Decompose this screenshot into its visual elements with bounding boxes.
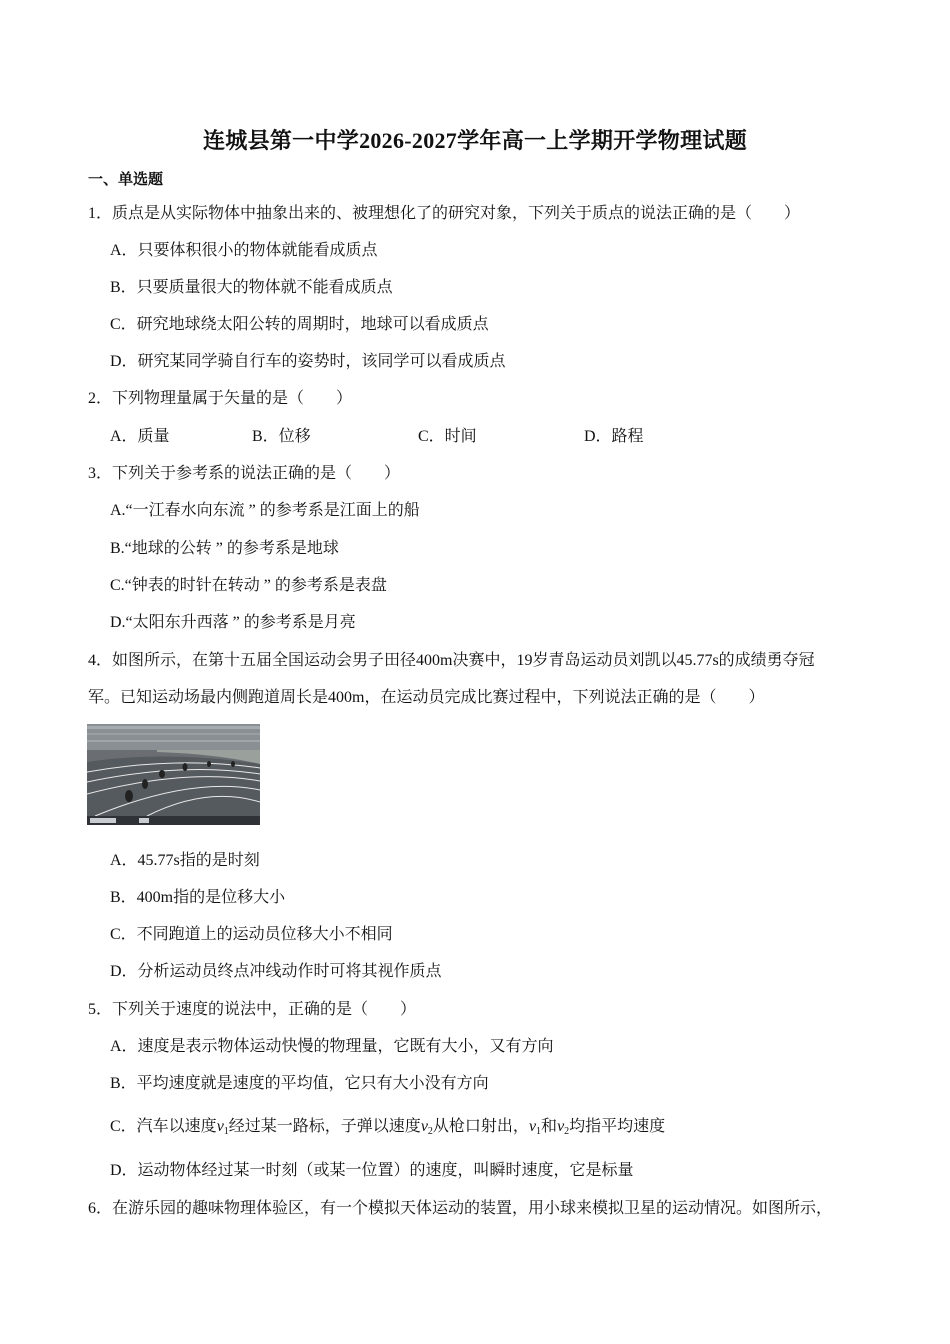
velocity-symbol-3: v — [528, 1118, 537, 1135]
question-6-stem: 6．在游乐园的趣味物理体验区，有一个模拟天体运动的装置，用小球来模拟卫星的运动情况。如图所示， — [88, 1200, 833, 1217]
question-2-option-d: D．路程 — [584, 428, 644, 445]
velocity-symbol-4: v — [557, 1118, 565, 1135]
question-3-option-a: A.“一江春水向东流 ” 的参考系是江面上的船 — [110, 502, 420, 519]
question-1-option-a: A．只要体积很小的物体就能看成质点 — [110, 242, 378, 259]
question-4-option-d: D．分析运动员终点冲线动作时可将其视作质点 — [110, 963, 442, 980]
subscript-3: 1 — [536, 1126, 542, 1137]
question-5-option-a: A．速度是表示物体运动快慢的物理量，它既有大小，又有方向 — [110, 1038, 554, 1055]
question-4-stem-line2: 军。已知运动场最内侧跑道周长是400m，在运动员完成比赛过程中，下列说法正确的是（ ） — [88, 689, 765, 706]
option-c-text-3: 从枪口射出， — [432, 1118, 529, 1135]
question-2-stem: 2．下列物理量属于矢量的是（ ） — [88, 390, 353, 407]
question-5-option-b: B．平均速度就是速度的平均值，它只有大小没有方向 — [110, 1075, 489, 1092]
question-3-option-b: B.“地球的公转 ” 的参考系是地球 — [110, 540, 339, 557]
question-4-stem-line1: 4．如图所示，在第十五届全国运动会男子田径400m决赛中，19岁青岛运动员刘凯以45.77s的成绩勇夺冠 — [88, 652, 815, 669]
option-c-text-2: 经过某一路标，子弹以速度 — [228, 1118, 421, 1135]
question-1-option-b: B．只要质量很大的物体就不能看成质点 — [110, 279, 393, 296]
subscript-2: 2 — [427, 1126, 433, 1137]
question-5-option-c — [110, 1113, 665, 1137]
running-track-photo — [87, 724, 260, 825]
question-2-option-b: B．位移 — [252, 428, 311, 445]
question-4-option-a: A．45.77s指的是时刻 — [110, 852, 260, 869]
question-4-option-c: C．不同跑道上的运动员位移大小不相同 — [110, 926, 393, 943]
option-c-text-1: C．汽车以速度 — [110, 1118, 217, 1135]
velocity-symbol-1: v — [216, 1118, 224, 1135]
question-1-option-d: D．研究某同学骑自行车的姿势时，该同学可以看成质点 — [110, 353, 506, 370]
question-1-option-c: C．研究地球绕太阳公转的周期时，地球可以看成质点 — [110, 316, 489, 333]
question-2-option-c: C．时间 — [418, 428, 477, 445]
velocity-symbol-2: v — [420, 1118, 428, 1135]
subscript-4: 2 — [564, 1126, 570, 1137]
question-3-stem: 3．下列关于参考系的说法正确的是（ ） — [88, 465, 401, 482]
section-heading: 一、单选题 — [88, 172, 164, 188]
question-3-option-c: C.“钟表的时针在转动 ” 的参考系是表盘 — [110, 577, 387, 594]
question-5-option-d: D．运动物体经过某一时刻（或某一位置）的速度，叫瞬时速度，它是标量 — [110, 1162, 634, 1179]
option-c-text-4: 和 — [541, 1118, 558, 1135]
question-4-option-b: B．400m指的是位移大小 — [110, 889, 286, 906]
page-title: 连城县第一中学2026-2027学年高一上学期开学物理试题 — [202, 128, 748, 153]
subscript-1: 1 — [223, 1126, 229, 1137]
option-c-text-5: 均指平均速度 — [569, 1118, 666, 1135]
question-2-option-a: A．质量 — [110, 428, 170, 445]
question-1-stem: 1．质点是从实际物体中抽象出来的、被理想化了的研究对象，下列关于质点的说法正确的是（ ） — [88, 205, 801, 222]
question-5-stem: 5．下列关于速度的说法中，正确的是（ ） — [88, 1001, 417, 1018]
question-3-option-d: D.“太阳东升西落 ” 的参考系是月亮 — [110, 614, 356, 631]
